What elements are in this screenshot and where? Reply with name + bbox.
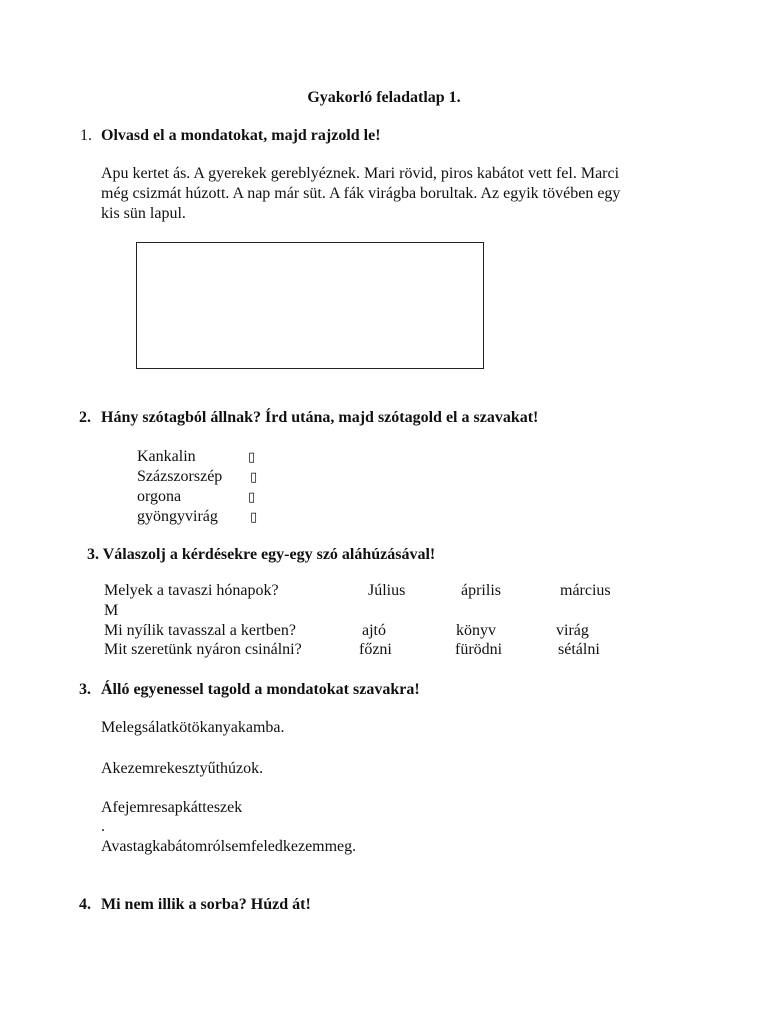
question: Melyek a tavaszi hónapok? <box>104 582 279 599</box>
answer-option[interactable]: könyv <box>456 622 496 639</box>
answer-option[interactable]: sétálni <box>558 641 600 658</box>
placeholder-box-icon: ▯ <box>250 510 258 525</box>
placeholder-box-icon: ▯ <box>248 450 256 465</box>
sentence: . <box>101 818 105 835</box>
sentence: Avastagkabátomrólsemfeledkezemmeg. <box>101 838 357 855</box>
task2-number: 2. <box>79 409 91 426</box>
word-item: Százszorszép <box>137 468 223 485</box>
answer-option[interactable]: március <box>560 582 611 599</box>
task1-heading: Olvasd el a mondatokat, majd rajzold le! <box>101 127 381 144</box>
task1-number: 1. <box>80 127 92 144</box>
task4-heading: Álló egyenessel tagold a mondatokat szavakra! <box>101 681 420 698</box>
question: Mi nyílik tavasszal a kertben? <box>104 622 296 639</box>
task4-number: 3. <box>79 681 91 698</box>
task1-paragraph-line: Apu kertet ás. A gyerekek gereblyéznek. Mari rövid, piros kabátot vett fel. Marci <box>101 165 620 182</box>
placeholder-box-icon: ▯ <box>248 490 256 505</box>
sentence: Akezemrekesztyűthúzok. <box>101 760 264 777</box>
drawing-box[interactable] <box>136 242 484 369</box>
answer-option[interactable]: fürödni <box>455 641 503 658</box>
task2-heading: Hány szótagból állnak? Írd utána, majd szótagold el a szavakat! <box>101 409 539 426</box>
page-title: Gyakorló feladatlap 1. <box>307 89 461 106</box>
answer-option[interactable]: virág <box>556 622 589 639</box>
question: Mit szeretünk nyáron csinálni? <box>104 641 302 658</box>
placeholder-box-icon: ▯ <box>250 470 258 485</box>
task1-paragraph <box>101 164 701 224</box>
answer-option[interactable]: Július <box>368 582 406 599</box>
word-item: Kankalin <box>137 448 196 465</box>
sentence: Melegsálatkötökanyakamba. <box>101 719 285 736</box>
task5-heading: Mi nem illik a sorba? Húzd át! <box>101 896 311 913</box>
answer-option[interactable]: április <box>461 582 501 599</box>
answer-option[interactable]: főzni <box>359 641 392 658</box>
question: M <box>104 602 119 619</box>
task1-paragraph-line: kis sün lapul. <box>101 205 186 222</box>
task1-paragraph-line: még csizmát húzott. A nap már süt. A fák virágba borultak. Az egyik tövében egy <box>101 185 621 202</box>
sentence: Afejemresapkátteszek <box>101 799 243 816</box>
word-item: orgona <box>137 488 182 505</box>
task3-heading: 3. Válaszolj a kérdésekre egy-egy szó aláhúzásával! <box>87 546 436 563</box>
task5-number: 4. <box>79 896 91 913</box>
answer-option[interactable]: ajtó <box>362 622 386 639</box>
word-item: gyöngyvirág <box>137 508 218 525</box>
